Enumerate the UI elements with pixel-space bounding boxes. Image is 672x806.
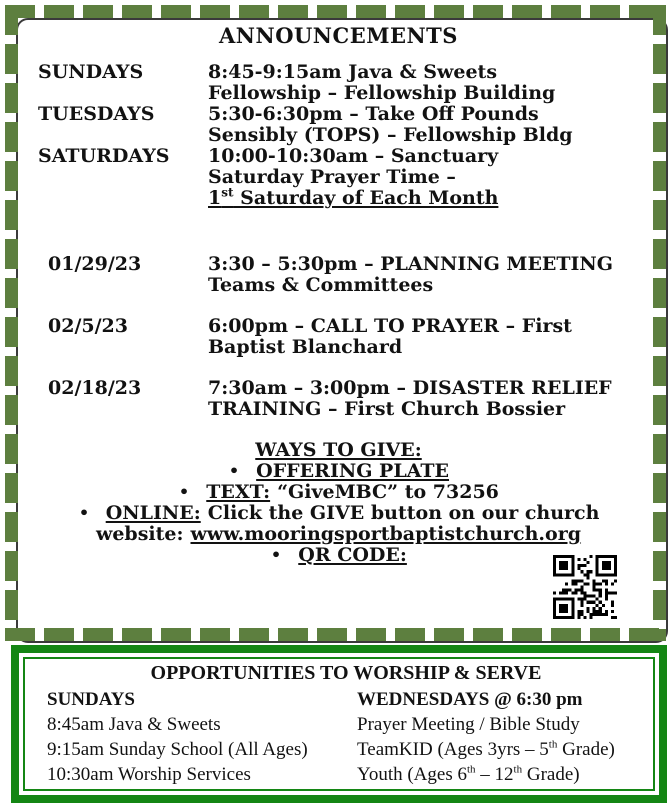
website-url-link[interactable]: www.mooringsportbaptistchurch.org — [190, 523, 582, 545]
worship-columns — [47, 687, 645, 787]
sundays-heading: SUNDAYS — [47, 689, 135, 710]
sundays-item: 10:30am Worship Services — [47, 764, 251, 785]
schedule-row-saturdays — [38, 146, 639, 209]
give-item-online — [38, 503, 639, 524]
item-text: Grade) — [522, 764, 580, 785]
bullet-icon: • — [271, 545, 282, 565]
schedule-line: 8:45-9:15am Java & Sweets — [208, 61, 498, 83]
schedule-day-label: SATURDAYS — [38, 145, 170, 167]
schedule-line: 5:30-6:30pm – Take Off Pounds — [208, 103, 539, 125]
dashed-border-top — [5, 5, 666, 18]
schedule-details — [208, 62, 639, 104]
ordinal-superscript: st — [221, 185, 234, 200]
schedule-details — [208, 104, 639, 146]
event-details — [208, 316, 639, 358]
underlined-text-pre: 1 — [208, 187, 222, 209]
event-row — [38, 316, 639, 358]
qr-code-image — [553, 555, 617, 619]
ways-to-give-heading: WAYS TO GIVE: — [255, 439, 422, 461]
event-date: 02/18/23 — [48, 377, 142, 399]
bullet-icon: • — [78, 503, 89, 523]
event-date: 01/29/23 — [48, 253, 142, 275]
wednesdays-heading: WEDNESDAYS @ 6:30 pm — [357, 689, 583, 710]
schedule-line: Sensibly (TOPS) – Fellowship Bldg — [208, 124, 573, 146]
announcements-box — [5, 5, 666, 641]
item-text: TeamKID (Ages 3yrs – 5 — [357, 739, 549, 760]
announcements-content — [18, 18, 653, 628]
dashed-border-left — [5, 5, 18, 641]
worship-serve-box — [11, 645, 667, 803]
give-item-offering — [38, 461, 639, 482]
item-text: Youth (Ages 6 — [357, 764, 467, 785]
give-qr-label: QR CODE: — [298, 544, 407, 566]
ordinal-superscript: th — [466, 763, 476, 776]
schedule-line: Saturday Prayer Time – — [208, 166, 456, 188]
event-date: 02/5/23 — [48, 315, 128, 337]
give-item-qr — [38, 545, 639, 566]
bullet-icon: • — [179, 482, 190, 502]
give-online-detail: Click the GIVE button on our church — [207, 502, 600, 524]
wednesdays-column — [357, 687, 645, 787]
event-line: 7:30am – 3:00pm – DISASTER RELIEF — [208, 377, 612, 399]
give-text-label: TEXT: — [206, 481, 271, 503]
give-offering-label: OFFERING PLATE — [256, 460, 450, 482]
schedule-day-label: TUESDAYS — [38, 103, 155, 125]
worship-serve-title: OPPORTUNITIES TO WORSHIP & SERVE — [150, 662, 542, 684]
schedule-day-label: SUNDAYS — [38, 61, 144, 83]
schedule-line-underlined — [208, 185, 639, 209]
sundays-column — [47, 687, 357, 787]
schedule-row-tuesdays — [38, 104, 639, 146]
wednesdays-item — [357, 762, 645, 787]
wednesdays-item — [357, 737, 645, 762]
give-item-website — [38, 524, 639, 545]
dashed-border-right — [653, 5, 666, 641]
announcements-title: ANNOUNCEMENTS — [219, 23, 458, 48]
ways-to-give-section — [38, 440, 639, 566]
ordinal-superscript: th — [548, 738, 558, 751]
item-text: – 12 — [475, 764, 514, 785]
sundays-item: 8:45am Java & Sweets — [47, 714, 221, 735]
worship-serve-inner-border — [23, 657, 655, 791]
sundays-item: 9:15am Sunday School (All Ages) — [47, 739, 308, 760]
give-online-label: ONLINE: — [105, 502, 201, 524]
give-item-text — [38, 482, 639, 503]
event-details — [208, 378, 639, 420]
dated-events — [38, 254, 639, 420]
event-line: 6:00pm – CALL TO PRAYER – First — [208, 315, 572, 337]
event-line: 3:30 – 5:30pm – PLANNING MEETING — [208, 253, 614, 275]
schedule-row-sundays — [38, 62, 639, 104]
wednesdays-item: Prayer Meeting / Bible Study — [357, 714, 580, 735]
event-row — [38, 378, 639, 420]
website-prefix: website: — [95, 523, 184, 545]
bullet-icon: • — [228, 461, 240, 481]
schedule-details — [208, 146, 639, 209]
event-line: Teams & Committees — [208, 274, 434, 296]
item-text: Grade) — [557, 739, 615, 760]
give-text-detail: “GiveMBC” to 73256 — [277, 481, 499, 503]
schedule-line: 10:00-10:30am – Sanctuary — [208, 145, 499, 167]
underlined-text-post: Saturday of Each Month — [233, 187, 499, 209]
ordinal-superscript: th — [513, 763, 523, 776]
weekly-schedule — [38, 62, 639, 209]
event-line: TRAINING – First Church Bossier — [208, 398, 566, 420]
event-details — [208, 254, 639, 296]
event-line: Baptist Blanchard — [208, 336, 403, 358]
dashed-border-bottom — [5, 628, 666, 641]
event-row — [38, 254, 639, 296]
schedule-line: Fellowship – Fellowship Building — [208, 82, 556, 104]
